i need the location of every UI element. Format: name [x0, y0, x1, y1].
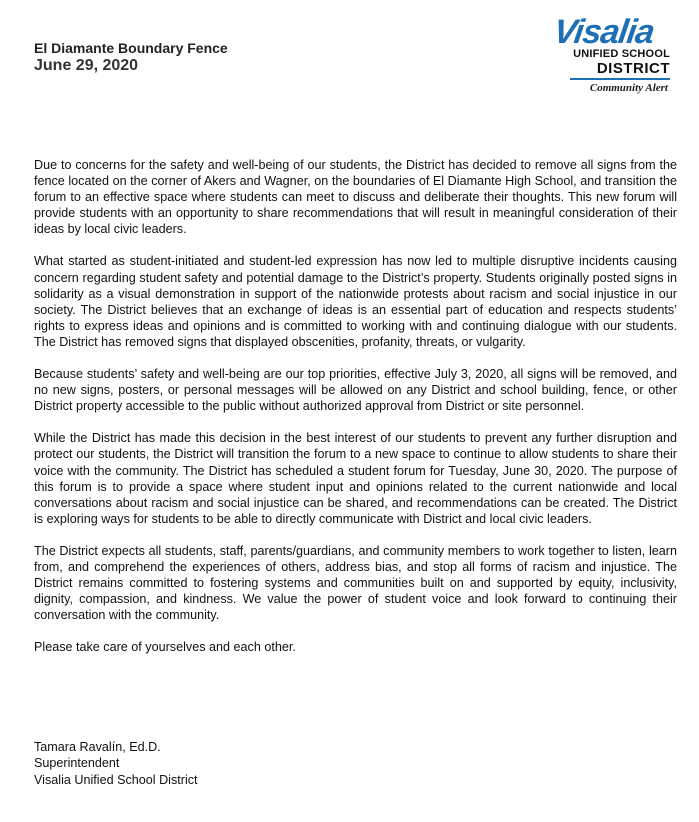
paragraph: What started as student-initiated and student-led expression has now led to multiple disruptive incidents causing concern regarding student safety and potential damage to the District’s property. Students originally posted signs in solidarity as a visual demonstration in support of the nationwide protests about racism and social injustice in our society. The District believes that an exchange of ideas is an essential part of education and respects students’ rights to express ideas and opinions and is committed to working with and continuing dialogue with our students. The District has removed signs that displayed obscenities, profanity, threats, or vulgarity.	[34, 254, 677, 349]
paragraph: While the District has made this decision in the best interest of our students to prevent any further disruption and protect our students, the District will transition the forum to a new space to continue to allow students to share their voice with the community. The District has scheduled a student forum for Tuesday, June 30, 2020. The purpose of this forum is to provide a space where student input and opinions related to the current nationwide and local conversations about racism and social injustice can be shared, and recommendations can be created. The District is exploring ways for students to be able to directly communicate with District and local civic leaders.	[34, 431, 677, 526]
letter-body	[34, 157, 677, 671]
district-logo	[548, 14, 678, 104]
signer-organization: Visalia Unified School District	[34, 772, 198, 787]
logo-line-unified-school: UNIFIED SCHOOL	[573, 48, 670, 60]
logo-divider	[570, 78, 670, 80]
document-title: El Diamante Boundary Fence	[34, 40, 228, 56]
signer-name: Tamara Ravalín, Ed.D.	[34, 740, 161, 754]
closing-line: Please take care of yourselves and each other.	[34, 640, 296, 655]
signer-title: Superintendent	[34, 756, 120, 771]
paragraph: The District expects all students, staff, parents/guardians, and community members to work together to listen, learn from, and comprehend the experiences of others, address bias, and stop all forms of racism and injustice. The District remains committed to fostering systems and communities built on and supported by equity, inclusivity, dignity, compassion, and kindness. We value the power of student voice and look forward to continuing their conversation with the community.	[34, 543, 677, 623]
document-date: June 29, 2020	[34, 57, 139, 74]
logo-line-community-alert: Community Alert	[589, 82, 668, 94]
logo-brand: Visalia	[551, 13, 657, 51]
paragraph: Due to concerns for the safety and well-being of our students, the District has decided to remove all signs from the fence located on the corner of Akers and Wagner, on the boundaries of El Diamante High School, and transition the forum to an effective space where students can meet to discuss and deliberate their thoughts. This new forum will provide students with an opportunity to share recommendations that will result in meaningful consideration of their ideas by local civic leaders.	[34, 158, 677, 237]
logo-line-district: DISTRICT	[596, 60, 670, 77]
paragraph: Because students’ safety and well-being are our top priorities, effective July 3, 2020, all signs will be removed, and no new signs, posters, or personal messages will be allowed on any District and school building, fence, or other District property accessible to the public without authorized approval from District or site personnel.	[34, 367, 677, 414]
signature-block	[34, 739, 198, 788]
